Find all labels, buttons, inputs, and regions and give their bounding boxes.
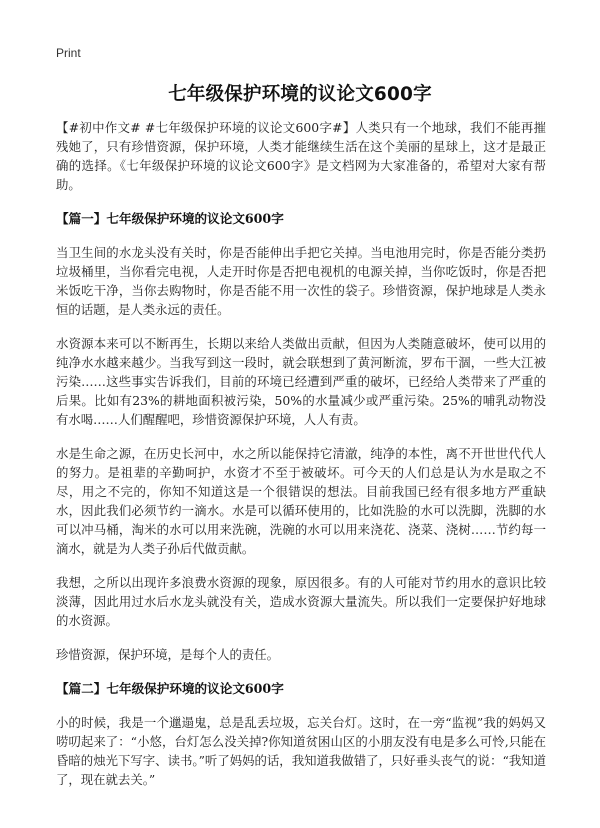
paragraph: 我想，之所以出现许多浪费水资源的现象，原因很多。有的人可能对节约用水的意识比较淡薄，因此用过水后水龙头就没有关，造成水资源大量流失。所以我们一定要保护好地球的水资源。 — [56, 575, 546, 628]
paragraph: 小的时候，我是一个邋遢鬼，总是乱丢垃圾，忘关台灯。这时，在一旁“监视”我的妈妈又唠叨起来了：“小悠，台灯怎么没关掉?你知道贫困山区的小朋友没有电是多么可怜,只能在昏暗的烛光下写字、读书。”听了妈妈的话，我知道我做错了，只好垂头丧气的说：“我知道了，现在就去关。” — [56, 715, 546, 787]
page-title: 七年级保护环境的议论文600字 — [168, 84, 432, 105]
paragraph: 珍惜资源，保护环境，是每个人的责任。 — [56, 647, 280, 662]
section-heading-2: 【篇二】七年级保护环境的议论文600字 — [56, 681, 284, 696]
article-body — [56, 118, 546, 804]
section-heading-1: 【篇一】七年级保护环境的议论文600字 — [56, 211, 284, 226]
paragraph: 水资源本来可以不断再生，长期以来给人类做出贡献，但因为人类随意破坏，使可以用的纯净水水越来越少。当我写到这一段时，就会联想到了黄河断流，罗布干涸，一些大江被污染……这些事实告诉我们，目前的环境已经遭到严重的破坏，已经给人类带来了严重的后果。比如有23%的耕地面积被污染，50%的水量减少或严重污染。25%的哺乳动物没有水喝……人们醒醒吧，珍惜资源保护环境，人人有责。 — [56, 336, 546, 427]
paragraph: 当卫生间的水龙头没有关时，你是否能伸出手把它关掉。当电池用完时，你是否能分类扔垃圾桶里，当你看完电视，人走开时你是否把电视机的电源关掉，当你吃饭时，你是否把米饭吃干净，当你去购物时，你是否能不用一次性的袋子。珍惜资源，保护地球是人类永恒的话题，是人类永远的责任。 — [56, 245, 546, 317]
paragraph: 水是生命之源，在历史长河中，水之所以能保持它清澈，纯净的本性，离不开世世代代人的努力。是祖辈的辛勤呵护，水资才不至于被破坏。可今天的人们总是认为水是取之不尽，用之不完的，你知不知道这是一个很错误的想法。目前我国已经有很多地方严重缺水，因此我们必须节约一滴水。水是可以循环使用的，比如洗脸的水可以洗脚，洗脚的水可以冲马桶，淘米的水可以用来洗碗，洗碗的水可以用来浇花、浇菜、浇树……节约每一滴水，就是为人类子孙后代做贡献。 — [56, 446, 546, 556]
intro-paragraph: 【#初中作文# #七年级保护环境的议论文600字#】人类只有一个地球，我们不能再摧残她了，只有珍惜资源，保护环境，人类才能继续生活在这个美丽的星球上，这才是最正确的选择。《七年级保护环境的议论文600字》是文档网为大家准备的，希望对大家有帮助。 — [56, 120, 546, 192]
print-link[interactable]: Print — [56, 46, 81, 60]
